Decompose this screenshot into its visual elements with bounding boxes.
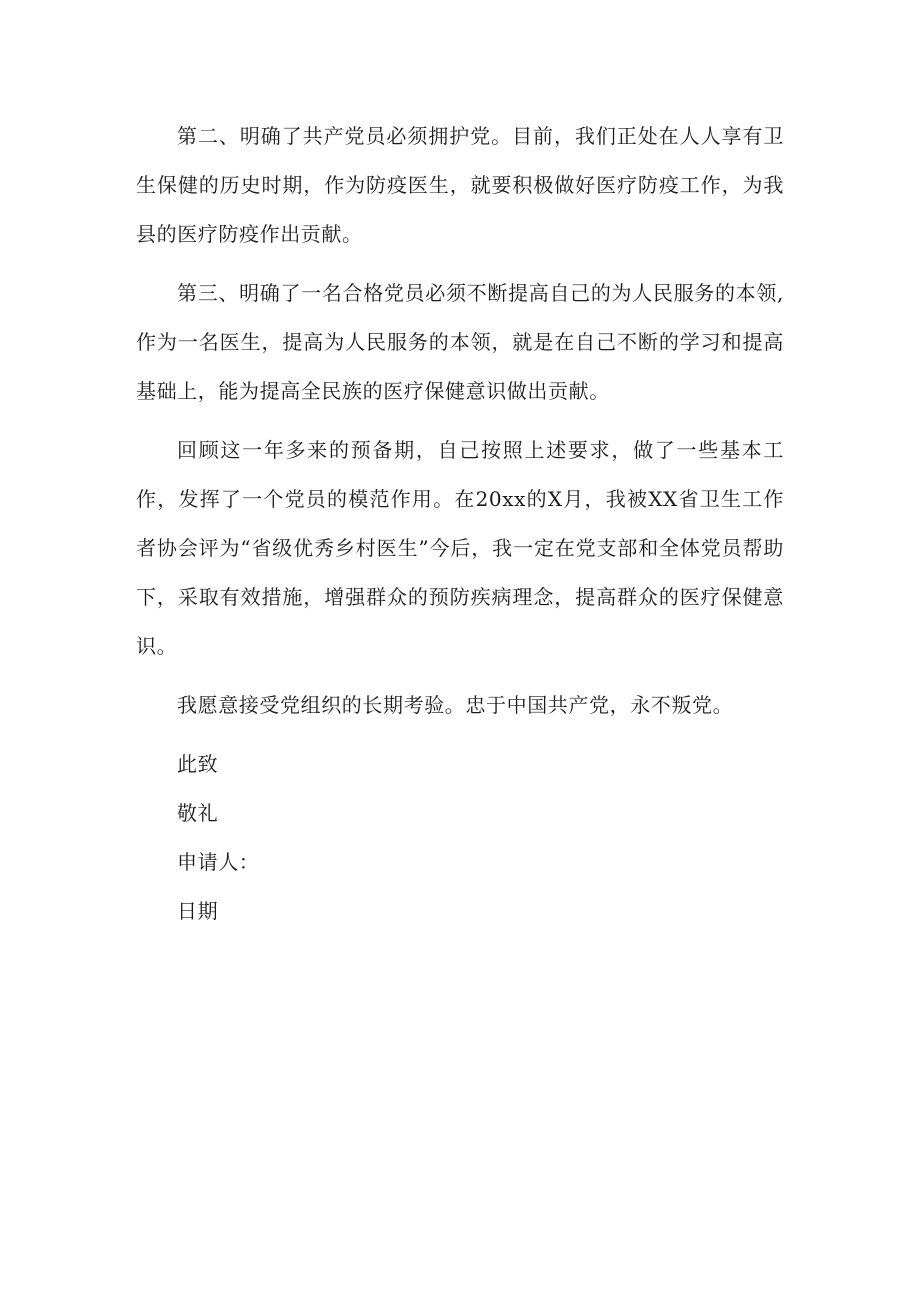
date-label: 日期 [177,899,219,923]
applicant-label: 申请人： [177,850,260,874]
paragraph-review: 回顾这一年多来的预备期，自己按照上述要求，做了一些基本工作，发挥了一个党员的模范作用。在20xx的X月，我被XX省卫生工作者协会评为“省级优秀乡村医生”今后，我一定在党支部和全体党员帮助下，采取有效措施，增强群众的预防疾病理念，提高群众的医疗保健意识。 [136,438,784,658]
closing-respect: 敬礼 [177,801,219,825]
paragraph-third-point: 第三、明确了一名合格党员必须不断提高自己的为人民服务的本领,作为一名医生，提高为人民服务的本领，就是在自己不断的学习和提高基础上，能为提高全民族的医疗保健意识做出贡献。 [136,281,784,403]
closing-salutation: 此致 [177,752,219,776]
paragraph-pledge: 我愿意接受党组织的长期考验。忠于中国共产党，永不叛党。 [177,693,734,717]
paragraph-second-point: 第二、明确了共产党员必须拥护党。目前，我们正处在人人享有卫生保健的历史时期，作为防疫医生，就要积极做好医疗防疫工作，为我县的医疗防疫作出贡献。 [136,124,784,246]
document-page [136,112,784,936]
